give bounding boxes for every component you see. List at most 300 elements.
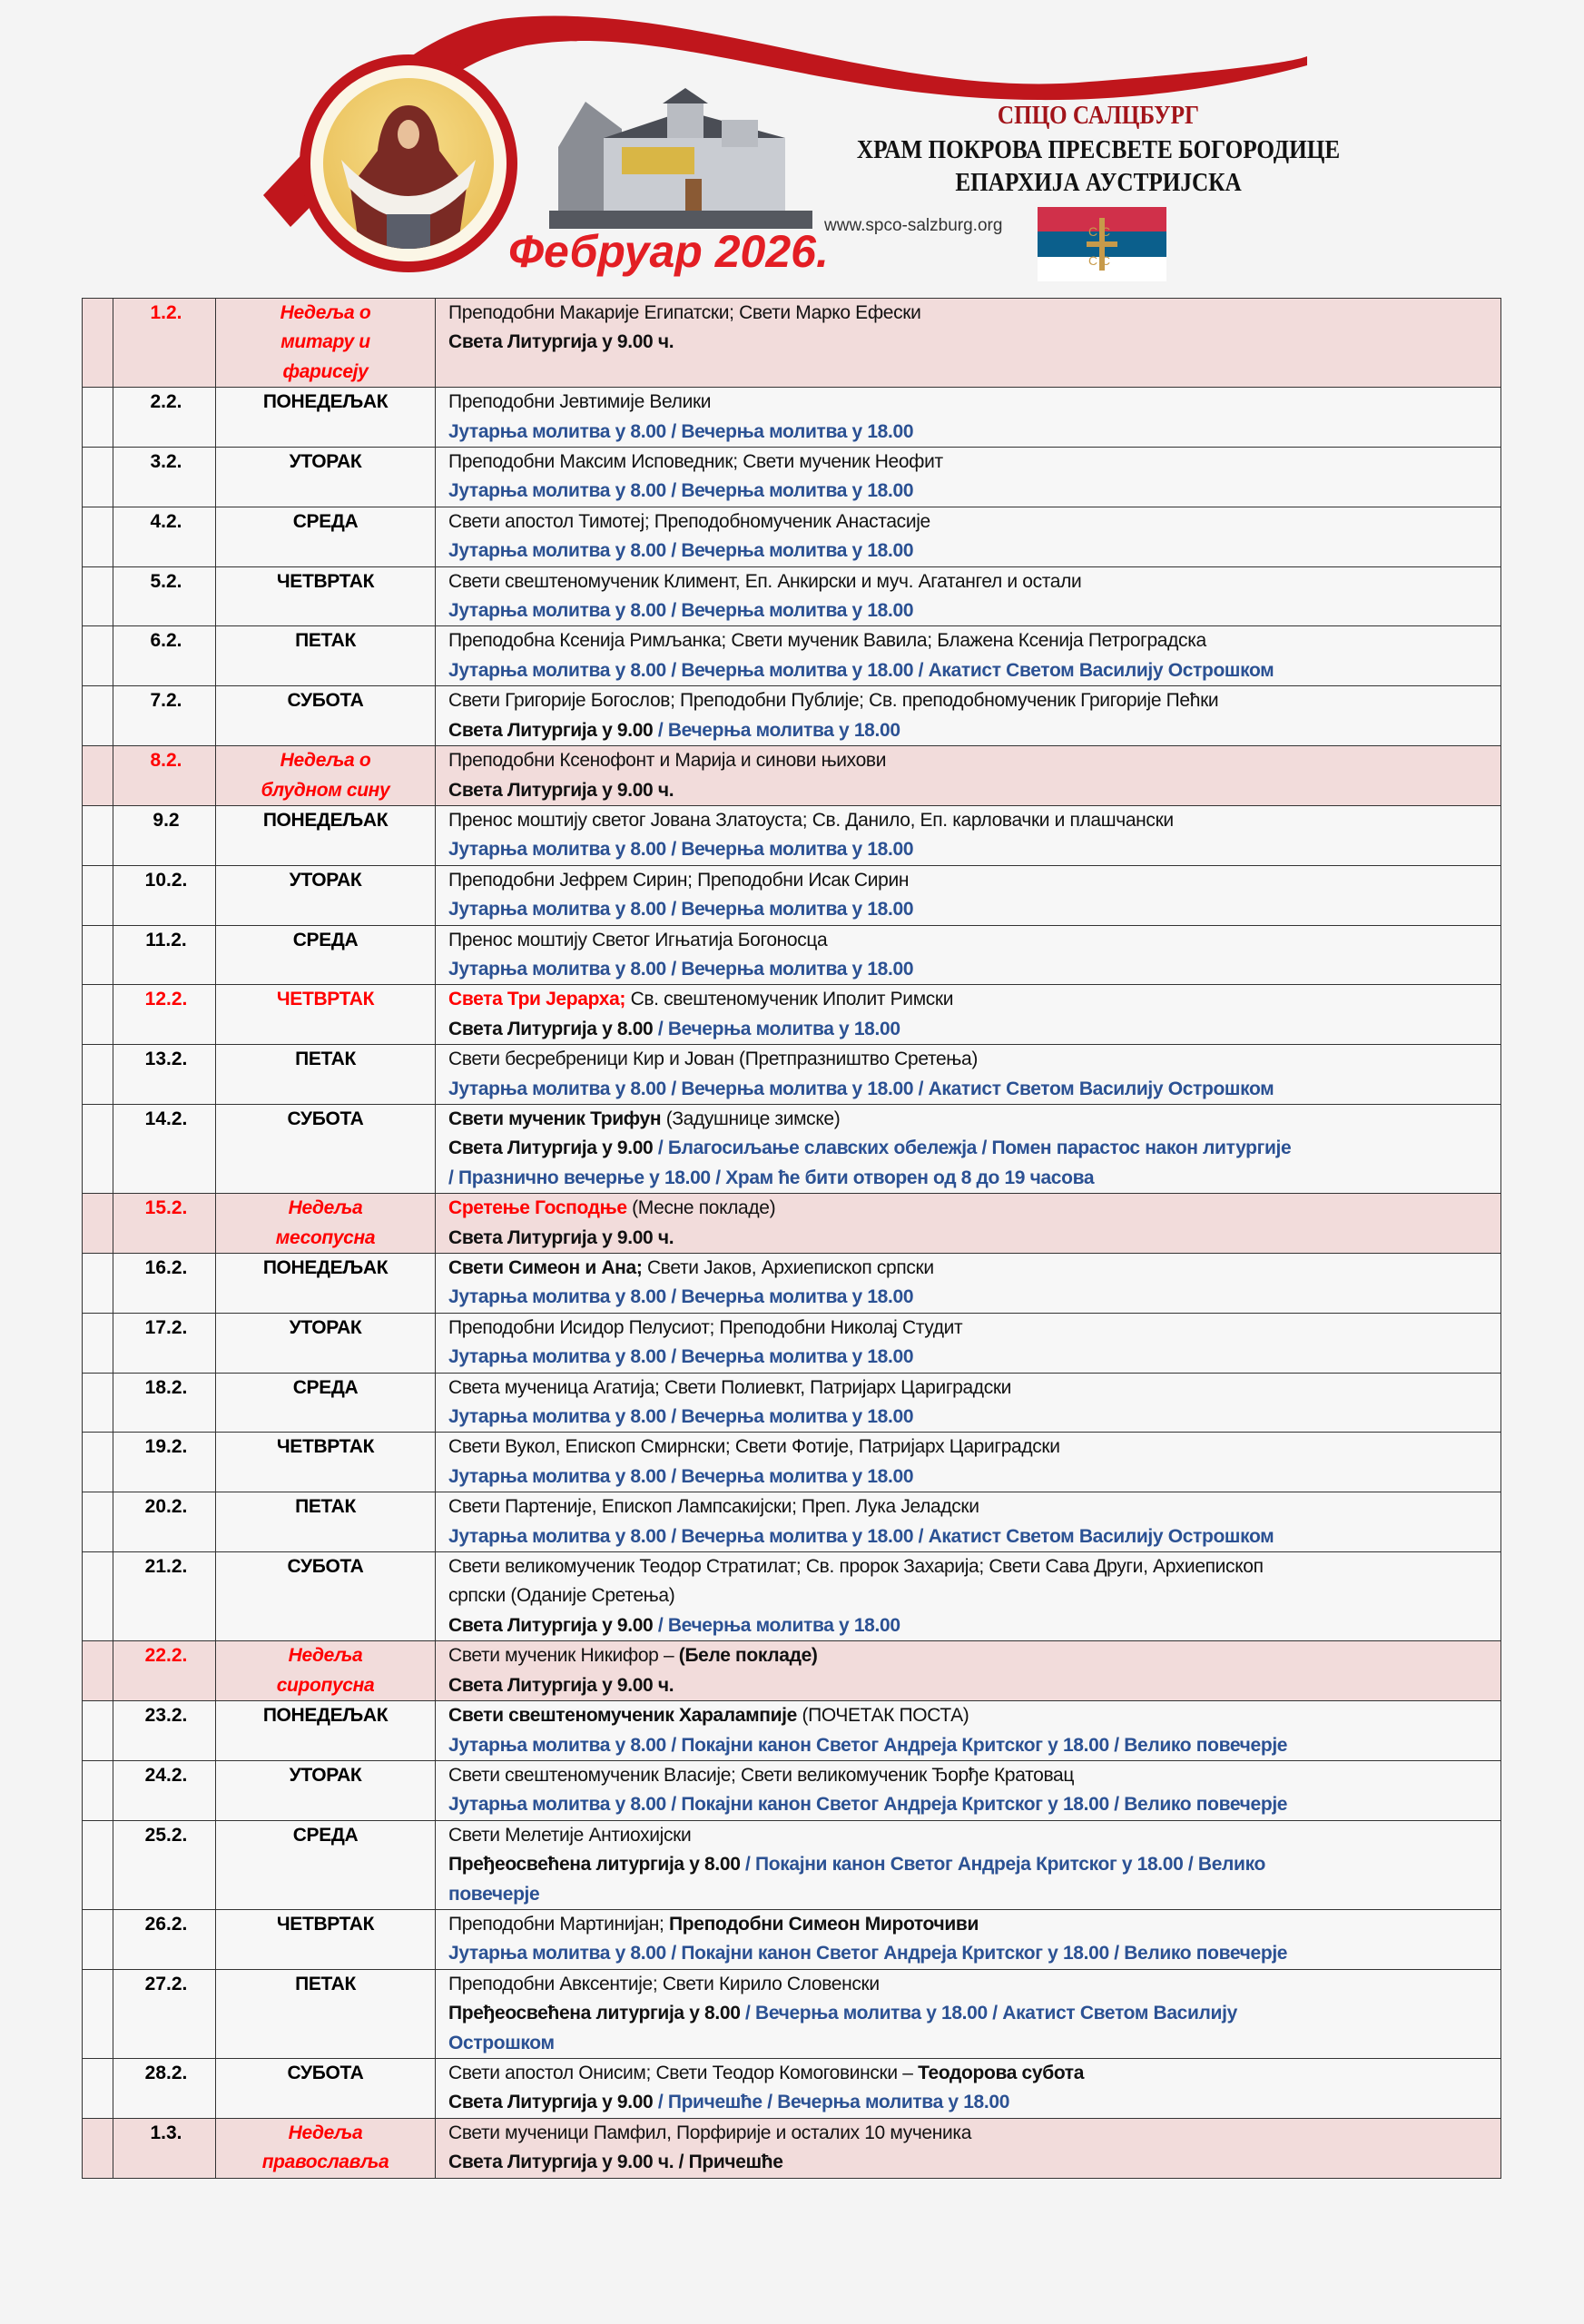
saints-text: Преподобни Исидор Пелусиот; Преподобни Николај Студит xyxy=(448,1316,963,1338)
services-line xyxy=(448,1970,1500,1999)
row-marker-cell xyxy=(83,626,113,686)
services-line xyxy=(448,507,1500,537)
day-cell xyxy=(216,1760,436,1820)
day-cell xyxy=(216,805,436,865)
services-line xyxy=(448,2119,1500,2148)
row-marker-cell xyxy=(83,925,113,985)
services-line xyxy=(448,1731,1500,1760)
day-cell xyxy=(216,865,436,925)
row-marker-cell xyxy=(83,1254,113,1314)
schedule-row xyxy=(83,1820,1501,1909)
saints-text: Свети апостол Онисим; Свети Теодор Комоговински – xyxy=(448,2062,919,2083)
services-line xyxy=(448,299,1500,328)
service-times: Јутарња молитва у 8.00 / Вечерња молитва у 18.00 xyxy=(448,1406,914,1428)
saints-text: Света Литургија у 9.00 ч. xyxy=(448,779,674,801)
day-name-line: ПЕТАК xyxy=(295,1973,356,1994)
services-line xyxy=(448,1790,1500,1819)
service-times: Јутарња молитва у 8.00 / Вечерња молитва у 18.00 xyxy=(448,1346,914,1368)
date-cell: 17.2. xyxy=(113,1313,216,1373)
row-marker-cell xyxy=(83,299,113,388)
date-cell: 25.2. xyxy=(113,1820,216,1909)
services-line xyxy=(448,1194,1500,1223)
day-name-line: митару и xyxy=(280,331,370,353)
services-line xyxy=(448,806,1500,835)
feast-name: Сретење Господње xyxy=(448,1197,627,1219)
services-cell xyxy=(436,1760,1501,1820)
schedule-row xyxy=(83,1254,1501,1314)
service-times: повечерје xyxy=(448,1883,540,1905)
service-times: Јутарња молитва у 8.00 / Вечерња молитва у 18.00 xyxy=(448,420,914,442)
day-name-line: ЧЕТВРТАК xyxy=(276,1913,375,1935)
service-times: Јутарња молитва у 8.00 / Вечерња молитва у 18.00 xyxy=(448,600,914,622)
svg-text:С С: С С xyxy=(1088,253,1111,268)
date-cell: 16.2. xyxy=(113,1254,216,1314)
schedule-table xyxy=(82,298,1501,2179)
saints-text: Свети Јаков, Архиепископ српски xyxy=(642,1257,934,1278)
row-marker-cell xyxy=(83,985,113,1045)
service-times: Јутарња молитва у 8.00 / Вечерња молитва у 18.00 / Акатист Светом Василију Острошком xyxy=(448,1078,1274,1099)
services-line xyxy=(448,418,1500,447)
date-cell: 27.2. xyxy=(113,1969,216,2058)
schedule-row xyxy=(83,1701,1501,1761)
schedule-row xyxy=(83,1760,1501,1820)
day-name-line: УТОРАК xyxy=(289,869,362,891)
website-link[interactable]: www.spco-salzburg.org xyxy=(824,216,1003,235)
day-cell xyxy=(216,1552,436,1641)
row-marker-cell xyxy=(83,1701,113,1761)
services-cell xyxy=(436,2058,1501,2118)
schedule-row xyxy=(83,299,1501,388)
saints-text: Свети свештеномученик Харалампије xyxy=(448,1705,797,1727)
svg-text:С С: С С xyxy=(1088,224,1111,239)
services-cell xyxy=(436,1701,1501,1761)
day-name-line: ЧЕТВРТАК xyxy=(276,1436,375,1458)
services-line xyxy=(448,746,1500,775)
day-cell xyxy=(216,1313,436,1373)
day-name-line: ПЕТАК xyxy=(295,1496,356,1518)
theotokos-icon-image xyxy=(300,54,517,272)
day-name-line: ПОНЕДЕЉАК xyxy=(262,1257,389,1278)
saints-text: Преподобни Мартинијан; xyxy=(448,1913,670,1935)
date-cell: 24.2. xyxy=(113,1760,216,1820)
day-cell xyxy=(216,626,436,686)
row-marker-cell xyxy=(83,1373,113,1433)
schedule-row xyxy=(83,626,1501,686)
services-cell xyxy=(436,1373,1501,1433)
schedule-row xyxy=(83,1492,1501,1552)
service-times: / Покајни канон Светог Андреја Критског у 18.00 / Велико xyxy=(740,1854,1265,1876)
services-cell xyxy=(436,1492,1501,1552)
services-line xyxy=(448,2148,1500,2177)
saints-text: Свети мученик Трифун xyxy=(448,1108,662,1129)
saints-text: Света Литургија у 9.00 xyxy=(448,1614,654,1636)
service-times: / Вечерња молитва у 18.00 xyxy=(653,1018,900,1039)
services-cell xyxy=(436,746,1501,806)
services-line xyxy=(448,1761,1500,1790)
saints-text: Света Литургија у 9.00 xyxy=(448,719,654,741)
day-name-line: СРЕДА xyxy=(292,1824,359,1846)
row-marker-cell xyxy=(83,566,113,626)
saints-text: Света мученица Агатија; Свети Полиевкт, Патријарх Цариградски xyxy=(448,1376,1012,1398)
services-line xyxy=(448,656,1500,685)
day-cell xyxy=(216,2118,436,2178)
service-times: Јутарња молитва у 8.00 / Вечерња молитва у 18.00 xyxy=(448,540,914,562)
day-cell xyxy=(216,686,436,746)
date-cell: 7.2. xyxy=(113,686,216,746)
saints-text: Света Литургија у 9.00 ч. xyxy=(448,1226,674,1248)
schedule-row xyxy=(83,1194,1501,1254)
services-cell xyxy=(436,805,1501,865)
service-times: Јутарња молитва у 8.00 / Вечерња молитва у 18.00 / Акатист Светом Василију Острошком xyxy=(448,659,1274,681)
row-marker-cell xyxy=(83,1552,113,1641)
services-line xyxy=(448,448,1500,477)
schedule-row xyxy=(83,566,1501,626)
services-line xyxy=(448,1880,1500,1909)
day-cell xyxy=(216,1909,436,1969)
saints-text: Свети бесребреници Кир и Јован (Претпразништво Сретења) xyxy=(448,1049,978,1070)
service-times: Острошком xyxy=(448,2032,555,2053)
day-cell xyxy=(216,1820,436,1909)
saints-text: (Месне покладе) xyxy=(626,1197,776,1219)
service-times: Јутарња молитва у 8.00 / Вечерња молитва у 18.00 xyxy=(448,480,914,502)
schedule-row xyxy=(83,448,1501,507)
day-name-line: Недеља xyxy=(288,1197,363,1219)
day-cell xyxy=(216,1701,436,1761)
services-cell xyxy=(436,2118,1501,2178)
services-line xyxy=(448,1015,1500,1044)
service-times: Јутарња молитва у 8.00 / Покајни канон Светог Андреја Критског у 18.00 / Велико повечерје xyxy=(448,1794,1288,1816)
services-line xyxy=(448,1522,1500,1551)
day-name-line: сиропусна xyxy=(276,1674,375,1696)
services-line xyxy=(448,537,1500,566)
services-line xyxy=(448,1910,1500,1939)
day-cell xyxy=(216,566,436,626)
date-cell: 3.2. xyxy=(113,448,216,507)
saints-text: Свети Вукол, Епископ Смирнски; Свети Фотије, Патријарх Цариградски xyxy=(448,1436,1060,1458)
saints-text: Преподобни Макарије Египатски; Свети Марко Ефески xyxy=(448,302,921,323)
services-line xyxy=(448,1611,1500,1640)
date-cell: 6.2. xyxy=(113,626,216,686)
service-times: / Вечерња молитва у 18.00 xyxy=(653,1614,900,1636)
services-line xyxy=(448,388,1500,417)
services-line xyxy=(448,1075,1500,1104)
saints-text: Света Литургија у 9.00 xyxy=(448,1137,654,1159)
date-cell: 26.2. xyxy=(113,1909,216,1969)
service-times: Јутарња молитва у 8.00 / Вечерња молитва у 18.00 xyxy=(448,899,914,921)
services-line xyxy=(448,567,1500,596)
schedule-row xyxy=(83,2058,1501,2118)
services-line xyxy=(448,1552,1500,1581)
saints-text: (Задушнице зимске) xyxy=(661,1108,841,1129)
date-cell: 12.2. xyxy=(113,985,216,1045)
date-cell: 22.2. xyxy=(113,1641,216,1701)
row-marker-cell xyxy=(83,1104,113,1193)
saints-text: Свети свештеномученик Климент, Еп. Анкирски и муч. Агатангел и остали xyxy=(448,570,1082,592)
page-header xyxy=(0,0,1584,295)
saints-text: Пренос моштију светог Јована Златоуста; Св. Данило, Еп. карловачки и плашчански xyxy=(448,809,1174,831)
services-line xyxy=(448,1492,1500,1521)
row-marker-cell xyxy=(83,686,113,746)
services-cell xyxy=(436,1194,1501,1254)
services-line xyxy=(448,1283,1500,1312)
services-line xyxy=(448,626,1500,655)
row-marker-cell xyxy=(83,865,113,925)
services-line xyxy=(448,776,1500,805)
org-name: СПЦО САЛЦБУРГ xyxy=(997,102,1200,130)
date-cell: 13.2. xyxy=(113,1045,216,1105)
service-times: Јутарња молитва у 8.00 / Вечерња молитва у 18.00 xyxy=(448,839,914,861)
services-cell xyxy=(436,925,1501,985)
day-cell xyxy=(216,746,436,806)
day-name-line: православља xyxy=(261,2152,389,2173)
saints-text: Свети великомученик Теодор Стратилат; Св. пророк Захарија; Свети Сава Други, Архиепископ xyxy=(448,1556,1264,1578)
serbian-flag-icon xyxy=(1038,207,1166,281)
day-name-line: ПОНЕДЕЉАК xyxy=(262,1705,389,1727)
row-marker-cell xyxy=(83,448,113,507)
services-line xyxy=(448,686,1500,715)
service-times: Јутарња молитва у 8.00 / Вечерња молитва у 18.00 xyxy=(448,958,914,980)
saints-text: Свети свештеномученик Власије; Свети великомученик Ђорђе Кратовац xyxy=(448,1764,1075,1786)
saints-text: Преподобни Ксенофонт и Марија и синови њихови xyxy=(448,750,887,772)
row-marker-cell xyxy=(83,507,113,566)
day-name-line: Недеља о xyxy=(280,302,371,323)
services-cell xyxy=(436,1433,1501,1492)
row-marker-cell xyxy=(83,746,113,806)
schedule-row xyxy=(83,1552,1501,1641)
saints-text: Пређеосвећена литургија у 8.00 xyxy=(448,1854,741,1876)
schedule-row xyxy=(83,1909,1501,1969)
date-cell: 5.2. xyxy=(113,566,216,626)
saints-text: Света Литургија у 9.00 ч. xyxy=(448,331,674,353)
day-name-line: Недеља о xyxy=(280,750,371,772)
schedule-row xyxy=(83,1433,1501,1492)
day-name-line: ЧЕТВРТАК xyxy=(276,989,375,1010)
services-line xyxy=(448,1821,1500,1850)
services-cell xyxy=(436,507,1501,566)
schedule-row xyxy=(83,1641,1501,1701)
day-name-line: СУБОТА xyxy=(287,2062,364,2083)
date-cell: 23.2. xyxy=(113,1701,216,1761)
row-marker-cell xyxy=(83,1313,113,1373)
saints-text: Теодорова субота xyxy=(918,2062,1085,2083)
services-line xyxy=(448,477,1500,506)
row-marker-cell xyxy=(83,1433,113,1492)
row-marker-cell xyxy=(83,1492,113,1552)
day-name-line: ПОНЕДЕЉАК xyxy=(262,809,389,831)
services-cell xyxy=(436,448,1501,507)
saints-text: Свети Мелетије Антиохијски xyxy=(448,1824,692,1846)
services-line xyxy=(448,926,1500,955)
services-cell xyxy=(436,1254,1501,1314)
row-marker-cell xyxy=(83,1969,113,2058)
services-line xyxy=(448,1105,1500,1134)
saints-text: Света Литургија у 9.00 ч. / Причешће xyxy=(448,2152,783,2173)
services-line xyxy=(448,1462,1500,1492)
services-line xyxy=(448,1671,1500,1700)
services-line xyxy=(448,1045,1500,1074)
date-cell: 1.2. xyxy=(113,299,216,388)
day-cell xyxy=(216,1373,436,1433)
services-cell xyxy=(436,299,1501,388)
services-line xyxy=(448,2088,1500,2117)
saints-text: Света Литургија у 9.00 ч. xyxy=(448,1674,674,1696)
row-marker-cell xyxy=(83,2118,113,2178)
eparchy-name: ЕПАРХИЈА АУСТРИЈСКА xyxy=(955,169,1242,197)
day-name-line: ПЕТАК xyxy=(295,630,356,652)
saints-text: Св. свештеномученик Иполит Римски xyxy=(625,989,954,1010)
date-cell: 11.2. xyxy=(113,925,216,985)
services-line xyxy=(448,866,1500,895)
date-cell: 19.2. xyxy=(113,1433,216,1492)
day-name-line: фарисеју xyxy=(282,360,369,382)
date-cell: 10.2. xyxy=(113,865,216,925)
saints-text: Света Литургија у 8.00 xyxy=(448,1018,654,1039)
services-cell xyxy=(436,1045,1501,1105)
service-times: Јутарња молитва у 8.00 / Покајни канон Светог Андреја Критског у 18.00 / Велико повечерје xyxy=(448,1734,1288,1756)
services-line xyxy=(448,985,1500,1014)
day-cell xyxy=(216,2058,436,2118)
day-name-line: СРЕДА xyxy=(292,510,359,532)
date-cell: 15.2. xyxy=(113,1194,216,1254)
service-times: / Вечерња молитва у 18.00 xyxy=(653,719,900,741)
service-times: Јутарња молитва у 8.00 / Покајни канон Светог Андреја Критског у 18.00 / Велико повечерје xyxy=(448,1943,1288,1965)
services-line xyxy=(448,2029,1500,2058)
day-cell xyxy=(216,1969,436,2058)
day-name-line: СУБОТА xyxy=(287,1556,364,1578)
day-name-line: УТОРАК xyxy=(289,451,362,473)
date-cell: 4.2. xyxy=(113,507,216,566)
day-name-line: ПЕТАК xyxy=(295,1049,356,1070)
month-title: Фебруар 2026. xyxy=(508,226,829,277)
date-cell: 14.2. xyxy=(113,1104,216,1193)
day-name-line: блудном сину xyxy=(261,779,390,801)
service-times: / Причешће / Вечерња молитва у 18.00 xyxy=(653,2092,1010,2113)
service-times: Јутарња молитва у 8.00 / Вечерња молитва у 18.00 xyxy=(448,1465,914,1487)
row-marker-cell xyxy=(83,1909,113,1969)
services-cell xyxy=(436,626,1501,686)
day-name-line: ЧЕТВРТАК xyxy=(276,570,375,592)
day-cell xyxy=(216,1045,436,1105)
saints-text: Преподобна Ксенија Римљанка; Свети мученик Вавила; Блажена Ксенија Петроградска xyxy=(448,630,1206,652)
row-marker-cell xyxy=(83,1760,113,1820)
services-line xyxy=(448,1374,1500,1403)
services-cell xyxy=(436,1313,1501,1373)
services-line xyxy=(448,1939,1500,1968)
day-name-line: ПОНЕДЕЉАК xyxy=(262,391,389,413)
saints-text: Света Литургија у 9.00 xyxy=(448,2092,654,2113)
service-times: / Вечерња молитва у 18.00 / Акатист Светом Василију xyxy=(740,2003,1237,2024)
date-cell: 2.2. xyxy=(113,388,216,448)
day-name-line: СРЕДА xyxy=(292,1376,359,1398)
schedule-row xyxy=(83,1373,1501,1433)
services-line xyxy=(448,1581,1500,1610)
saints-text: српски (Оданије Сретења) xyxy=(448,1585,675,1607)
church-building-image xyxy=(549,84,812,229)
schedule-row xyxy=(83,1104,1501,1193)
row-marker-cell xyxy=(83,1820,113,1909)
day-name-line: Недеља xyxy=(288,1645,363,1667)
schedule-row xyxy=(83,1969,1501,2058)
date-cell: 28.2. xyxy=(113,2058,216,2118)
services-cell xyxy=(436,1641,1501,1701)
day-cell xyxy=(216,985,436,1045)
day-name-line: СРЕДА xyxy=(292,929,359,950)
saints-text: Свети Симеон и Ана; xyxy=(448,1257,643,1278)
services-line xyxy=(448,1850,1500,1879)
services-line xyxy=(448,1164,1500,1193)
services-cell xyxy=(436,865,1501,925)
schedule-row xyxy=(83,1313,1501,1373)
services-cell xyxy=(436,985,1501,1045)
services-line xyxy=(448,1433,1500,1462)
schedule-row xyxy=(83,985,1501,1045)
services-line xyxy=(448,895,1500,924)
schedule-row xyxy=(83,388,1501,448)
date-cell: 20.2. xyxy=(113,1492,216,1552)
services-line xyxy=(448,1403,1500,1432)
temple-name: ХРАМ ПОКРОВА ПРЕСВЕТЕ БОГОРОДИЦЕ xyxy=(856,136,1341,164)
services-cell xyxy=(436,1820,1501,1909)
saints-text: Преподобни Симеон Мироточиви xyxy=(669,1913,979,1935)
services-line xyxy=(448,716,1500,745)
services-line xyxy=(448,1701,1500,1730)
service-times: Јутарња молитва у 8.00 / Вечерња молитва у 18.00 / Акатист Светом Василију Острошком xyxy=(448,1525,1274,1547)
row-marker-cell xyxy=(83,1641,113,1701)
day-cell xyxy=(216,1104,436,1193)
day-cell xyxy=(216,1641,436,1701)
day-cell xyxy=(216,1433,436,1492)
schedule-row xyxy=(83,865,1501,925)
services-line xyxy=(448,596,1500,625)
saints-text: Свети мученици Памфил, Порфирије и осталих 10 мученика xyxy=(448,2122,972,2143)
date-cell: 8.2. xyxy=(113,746,216,806)
date-cell: 18.2. xyxy=(113,1373,216,1433)
saints-text: (Беле покладе) xyxy=(678,1645,818,1667)
day-cell xyxy=(216,299,436,388)
schedule-row xyxy=(83,2118,1501,2178)
saints-text: Пренос моштију Светог Игњатија Богоносца xyxy=(448,929,828,950)
row-marker-cell xyxy=(83,1045,113,1105)
row-marker-cell xyxy=(83,805,113,865)
row-marker-cell xyxy=(83,1194,113,1254)
day-name-line: УТОРАК xyxy=(289,1316,362,1338)
day-cell xyxy=(216,1194,436,1254)
services-cell xyxy=(436,1552,1501,1641)
feast-name: Света Три Јерарха; xyxy=(448,989,626,1010)
day-cell xyxy=(216,1492,436,1552)
day-name-line: Недеља xyxy=(288,2122,363,2143)
day-cell xyxy=(216,388,436,448)
saints-text: Преподобни Авксентије; Свети Кирило Словенски xyxy=(448,1973,880,1994)
services-line xyxy=(448,1314,1500,1343)
day-name-line: УТОРАК xyxy=(289,1764,362,1786)
saints-text: Свети мученик Никифор – xyxy=(448,1645,679,1667)
services-cell xyxy=(436,566,1501,626)
saints-text: Свети апостол Тимотеј; Преподобномученик Анастасије xyxy=(448,510,930,532)
services-cell xyxy=(436,1104,1501,1193)
services-cell xyxy=(436,1969,1501,2058)
services-line xyxy=(448,955,1500,984)
saints-text: Преподобни Максим Исповедник; Свети мученик Неофит xyxy=(448,451,943,473)
day-cell xyxy=(216,448,436,507)
date-cell: 21.2. xyxy=(113,1552,216,1641)
saints-text: Преподобни Јефрем Сирин; Преподобни Исак Сирин xyxy=(448,869,910,891)
schedule-row xyxy=(83,805,1501,865)
saints-text: Свети Партеније, Епископ Лампсакијски; Преп. Лука Јеладски xyxy=(448,1496,979,1518)
schedule-row xyxy=(83,686,1501,746)
services-line xyxy=(448,1999,1500,2028)
schedule-row xyxy=(83,925,1501,985)
